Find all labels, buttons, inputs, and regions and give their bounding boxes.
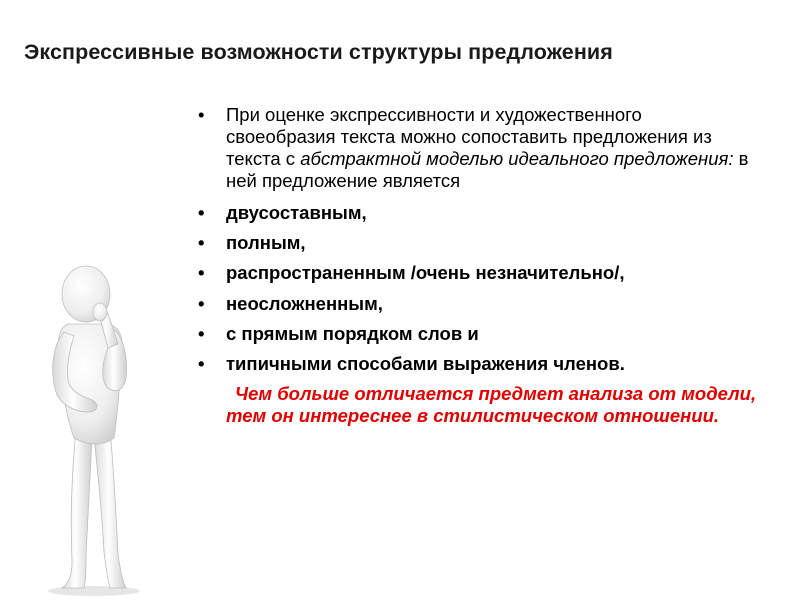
conclusion-content: Чем больше отличается предмет анализа от модели, тем он интереснее в стилистическом отношении. <box>226 383 757 427</box>
intro-bullet <box>196 104 756 192</box>
slide-title: Экспрессивные возможности структуры предложения <box>24 40 613 64</box>
slide-content <box>196 104 786 427</box>
intro-italic-text: абстрактной моделью идеального предложения: <box>300 148 734 169</box>
list-item: • двусоставным, <box>196 202 786 224</box>
conclusion-text <box>226 383 786 427</box>
thinking-person-figure <box>28 262 158 598</box>
intro-text: При оценке экспрессивности и художественного своеобразия текста можно сопоставить предложения из текста с <box>226 104 712 169</box>
list-item: • полным, <box>196 232 786 254</box>
list-item: • с прямым порядком слов и <box>196 323 786 345</box>
bullet-list <box>196 104 786 375</box>
intro-text-end: в ней предложение является <box>226 148 749 191</box>
list-item: • распространенным /очень незначительно/, <box>196 262 786 284</box>
list-item: • типичными способами выражения членов. <box>196 353 786 375</box>
list-item: • неосложненным, <box>196 293 786 315</box>
